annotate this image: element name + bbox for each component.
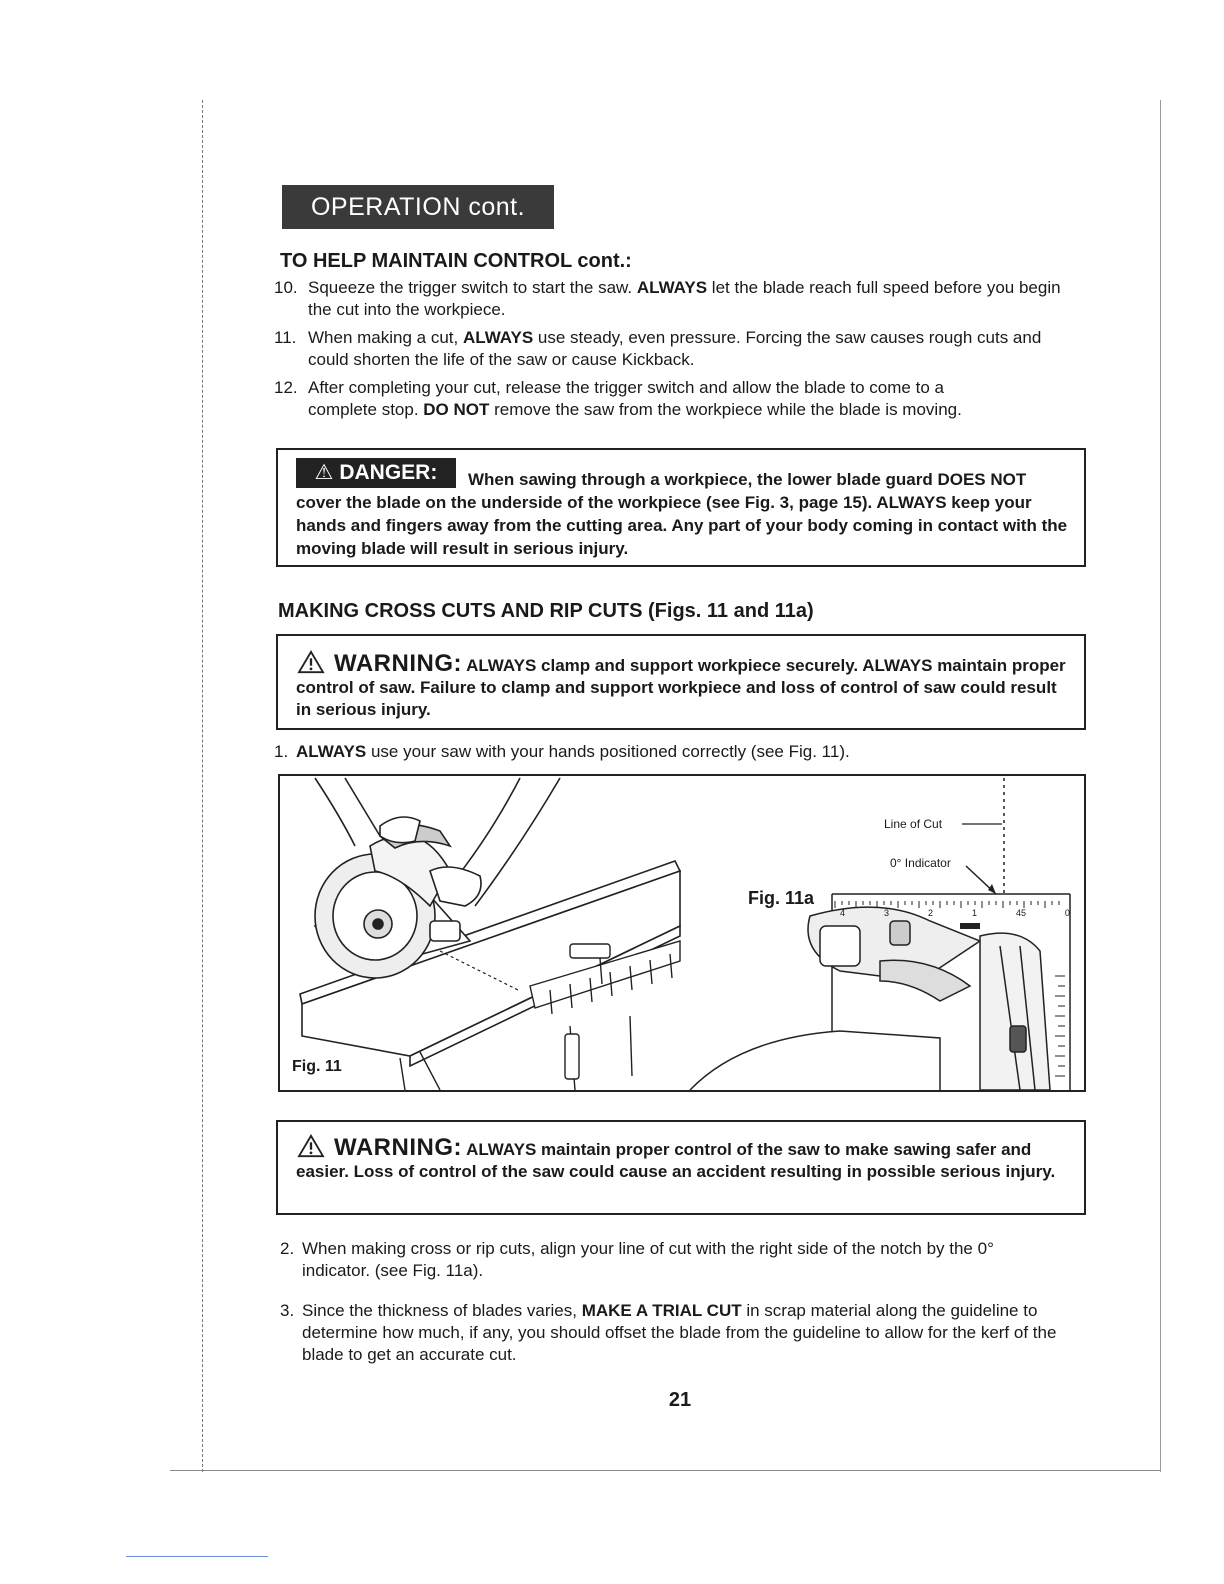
ruler-mark: 3 [883,908,889,918]
fig-11-label: Fig. 11 [292,1058,342,1075]
warning-body [296,650,1076,721]
warning-callout-clamp [276,634,1086,730]
warning-triangle-icon [296,1134,326,1158]
footer-blue-rule [126,1556,268,1557]
danger-callout [276,448,1086,567]
figure-11-illustration [280,776,1084,1090]
ruler-numbers [840,908,1070,918]
warning-triangle-icon: ⚠ [314,461,334,484]
bottom-margin-rule [170,1470,1160,1471]
step-number: 2. [280,1239,295,1258]
danger-label: DANGER: [339,461,438,484]
step-text: After completing your cut, release the trigger switch and allow the blade to come to a complete stop. [308,378,944,419]
ruler-mark: 1 [971,908,977,918]
warning-triangle-icon [296,650,326,674]
step-text: let the blade reach full speed before you begin the cut into the workpiece. [308,278,1061,319]
left-margin-rule [202,100,203,1472]
step-text: in scrap material along the guideline to determine how much, if any, you should offset the blade from the guideline to allow for the kerf of the blade to get an accurate cut. [302,1301,1057,1364]
step-text: Since the thickness of blades varies, [302,1301,582,1320]
fig-11a-label: Fig. 11a [748,888,815,908]
step-text: remove the saw from the workpiece while the blade is moving. [489,400,962,419]
right-margin-rule [1160,100,1161,1472]
page-number: 21 [668,1389,692,1411]
step-text: When making cross or rip cuts, align your line of cut with the right side of the notch by the 0° indicator. (see Fig. 11a). [302,1239,994,1280]
step-number: 12. [274,378,298,397]
step-text: use steady, even pressure. Forcing the saw causes rough cuts and could shorten the life of the saw or cause Kickback. [308,328,1042,369]
zero-indicator-label: 0° Indicator [890,856,951,870]
step-emphasis: ALWAYS [296,742,367,761]
warning-text: ALWAYS maintain proper control of the saw to make sawing safer and easier. Loss of control of the saw could cause an accident resulting in possible serious injury. [296,1140,1056,1181]
step-number: 11. [274,328,297,347]
step-text: Squeeze the trigger switch to start the saw. [308,278,637,297]
step-emphasis: DO NOT [423,400,490,419]
section-heading-maintain-control: TO HELP MAINTAIN CONTROL cont.: [280,250,632,272]
figure-11a-inset [690,894,1070,1090]
ruler-mark: 45 [1015,908,1026,918]
step-text: When making a cut, [308,328,463,347]
warning-text: ALWAYS clamp and support workpiece securely. ALWAYS maintain proper control of saw. Failure to clamp and support workpiece and loss of control of saw could result in serious injury. [296,656,1066,719]
step-number: 3. [280,1301,295,1320]
warning-callout-control [276,1120,1086,1215]
section-heading-cross-rip-cuts: MAKING CROSS CUTS AND RIP CUTS (Figs. 11 and 11a) [278,600,814,622]
ruler-mark: 4 [840,908,846,918]
ruler-mark: 2 [927,908,933,918]
warning-body [296,1134,1076,1183]
danger-text: When sawing through a workpiece, the lower blade guard DOES NOT cover the blade on the underside of the workpiece (see Fig. 3, page 15). ALWAYS keep your hands and fingers away from the cutting area. Any part of your body coming in contact with the moving blade will result in serious injury. [296,470,1068,558]
line-of-cut-label: Line of Cut [884,817,943,831]
ruler-mark: 0 [1064,908,1070,918]
step-emphasis: MAKE A TRIAL CUT [581,1301,742,1320]
step-text: use your saw with your hands positioned correctly (see Fig. 11). [366,742,850,761]
step-number: 10. [274,278,298,297]
section-banner: OPERATION cont. [282,185,554,229]
step-emphasis: ALWAYS [462,328,534,347]
warning-label: WARNING: [334,650,462,677]
figure-11-panel [278,774,1086,1092]
warning-label: WARNING: [334,1134,462,1161]
step-number: 1. [274,742,289,761]
step-emphasis: ALWAYS [636,278,708,297]
